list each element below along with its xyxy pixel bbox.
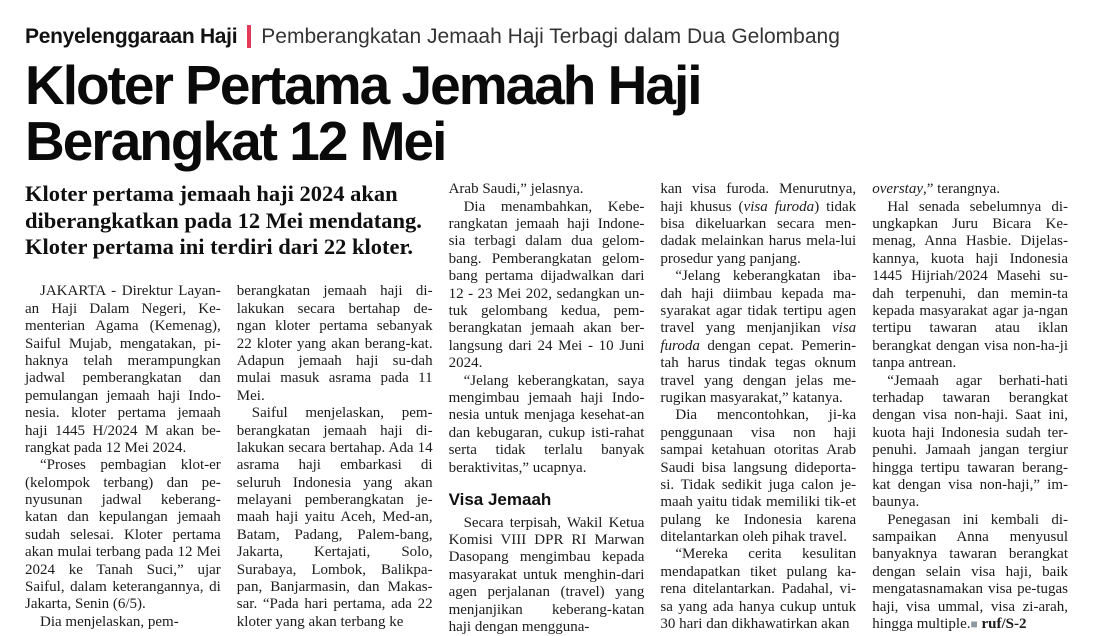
- article-headline: Kloter Pertama Jemaah Haji Berangkat 12 Mei: [25, 54, 701, 172]
- body-paragraph: [872, 181, 1068, 198]
- text-run: ,” terangnya.: [923, 181, 1001, 198]
- text-run: Hal senada sebelumnya di-ungkapkan Juru Bicara Ke-menag, Anna Hasbie. Dijelas-kannya, kuota haji Indonesia 1445 Hijriah/2024 Masehi su-dah terpenuhi, dan memin-ta kepada masyarakat agar ja-ngan tertipu tawaran atau iklan berangkat dengan visa non-ha-ji tanpa antrean.: [872, 198, 1068, 372]
- body-paragraph: [237, 405, 433, 631]
- kicker-section-label: Penyelenggaraan Haji: [25, 25, 238, 48]
- text-run: Arab Saudi,” jelasnya.: [448, 181, 584, 198]
- body-paragraph: [237, 283, 433, 405]
- text-run: Dia menjelaskan, pem-: [40, 613, 179, 630]
- body-paragraph: [660, 407, 856, 546]
- body-paragraph: [660, 546, 856, 633]
- text-run: berangkatan jemaah haji di-lakukan secara bertahap de-ngan kloter pertama sebanyak 22 kloter yang akan berang-kat. Adapun jemaah haji su-dah mulai masuk asrama pada 11 Mei.: [236, 283, 433, 404]
- body-paragraph: [660, 268, 856, 407]
- body-paragraph: [25, 283, 221, 457]
- body-paragraph: [449, 515, 645, 636]
- text-run: ruf/S-2: [977, 616, 1027, 633]
- text-run: “Jemaah agar berhati-hati terhadap tawaran berangkat dengan visa non-haji. Saat ini, kuota haji Indonesia sudah ter-penuhi. Jamaah jangan tergiur hingga tertipu tawaran berang-kat dengan visa non-haji,” im-baunya.: [872, 372, 1068, 511]
- body-paragraph: [449, 199, 645, 373]
- body-paragraph: [660, 181, 856, 268]
- section-subhead: Visa Jemaah: [448, 489, 552, 509]
- body-column-2: [237, 283, 433, 636]
- body-paragraph: [872, 199, 1068, 373]
- article-body: [25, 181, 1068, 636]
- text-run: “Mereka cerita kesulitan mendapatkan tiket pulang ka-rena ditelantarkan. Padahal, vi-sa yang ada hanya cukup untuk 30 hari dan dikhawatirkan akan: [660, 546, 857, 633]
- text-run: Dia mencontohkan, ji-ka penggunaan visa non haji sampai ketahuan otoritas Arab Saudi bisa langsung dideporta-si. Tidak sedikit juga calon je-maah yaitu tidak memiliki tik-et pulang ke Indonesia karena ditelantarkan oleh pihak travel.: [660, 407, 857, 546]
- body-column-5: [872, 181, 1068, 636]
- text-run: Dia menambahkan, Kebe-rangkatan jemaah haji Indone-sia terbagi dalam dua gelom-bang. Pemberangkatan gelom-bang pertama dijadwalkan dari 12 - 23 Mei 202, sedangkan un-tuk gelombang kedua, pem-berangkatan jemaah akan ber-langsung dari 24 Mei - 10 Juni 2024.: [448, 198, 645, 372]
- text-run: Saiful menjelaskan, pem-berangkatan jemaah haji di-lakukan secara bertahap. Ada 14 asrama haji embarkasi di seluruh Indonesia yang akan melayani pemberangkatan je-maah haji yaitu Aceh, Med-an, Batam, Padang, Palem-bang, Jakarta, Kertajati, Solo, Surabaya, Lombok, Balikpa-pan, Banjarmasin, dan Makas-sar. “Pada hari pertama, ada 22 kloter yang akan terbang ke: [236, 405, 433, 630]
- text-run: dengan cepat. Pemerin-tah harus tindak tegas oknum travel yang dengan jelas me-rugikan masyarakat,” katanya.: [660, 337, 857, 406]
- body-paragraph: [25, 457, 221, 614]
- text-run: “Jelang keberangkatan iba-dah haji diimbau kepada ma-syarakat agar tidak tertipu agen travel yang menjanjikan: [660, 268, 857, 337]
- body-column-4: [660, 181, 856, 636]
- text-run: visa furoda: [743, 198, 815, 215]
- kicker: [25, 24, 1068, 49]
- body-paragraph: [872, 512, 1068, 634]
- kicker-subtitle: Pemberangkatan Jemaah Haji Terbagi dalam Dua Gelombang: [261, 25, 840, 48]
- text-run: visa furoda: [660, 320, 857, 354]
- kicker-separator-bar: [247, 25, 251, 48]
- text-run: kan visa furoda. Menurutnya, haji khusus (: [660, 181, 857, 215]
- text-run: Secara terpisah, Wakil Ketua Komisi VIII DPR RI Marwan Dasopang mengimbau kepada masyarakat untuk menghin-dari agen perjalanan (travel) yang menjanjikan keberang-katan haji dengan mengguna-: [448, 514, 645, 635]
- body-paragraph: [872, 373, 1068, 512]
- end-marker-square: ■: [970, 617, 978, 632]
- text-run: Penegasan ini kembali di-sampaikan Anna menyusul banyaknya tawaran berangkat dengan selain visa haji, baik mengatasnamakan visa pe-tugas haji, visa ummal, visa zi-arah, hingga multiple.: [872, 511, 1068, 633]
- text-run: JAKARTA - Direktur Layan-an Haji Dalam Negeri, Ke-menterian Agama (Kemenag), Saiful Mujab, mengatakan, pi-haknya telah merampungkan jadwal pemberangkatan dan pemulangan jemaah haji Indo-nesia. kloter pertama jemaah haji 1445 H/2024 M akan be-rangkat pada 12 Mei 2024.: [25, 283, 221, 456]
- body-paragraph: [25, 614, 221, 631]
- text-run: “Proses pembagian klot-er (kelompok terbang) dan pe-nyusunan jadwal keberang-katan dan kepulangan jemaah sudah selesai. Kloter pertama akan mulai terbang pada 12 Mei 2024 ke Tanah Suci,” ujar Saiful, dalam keterangannya, di Jakarta, Senin (6/5).: [25, 457, 221, 613]
- body-paragraph: [449, 373, 645, 477]
- text-run: overstay: [872, 181, 924, 198]
- text-run: ) tidak bisa dikeluarkan secara men-dadak melainkan harus mela-lui prosedur yang panjang.: [660, 198, 857, 267]
- body-column-3: [449, 181, 645, 636]
- body-column-1: [25, 283, 221, 636]
- body-paragraph: [449, 181, 645, 198]
- lead-paragraph: Kloter pertama jemaah haji 2024 akan diberangkatkan pada 12 Mei mendatang. Kloter pertama ini terdiri dari 22 kloter.: [25, 181, 422, 259]
- text-run: “Jelang keberangkatan, saya mengimbau jemaah haji Indo-nesia untuk menjaga kesehat-an dan kebugaran, cukup isti-rahat serta tidak terlalu banyak beraktivitas,” ucapnya.: [448, 372, 645, 476]
